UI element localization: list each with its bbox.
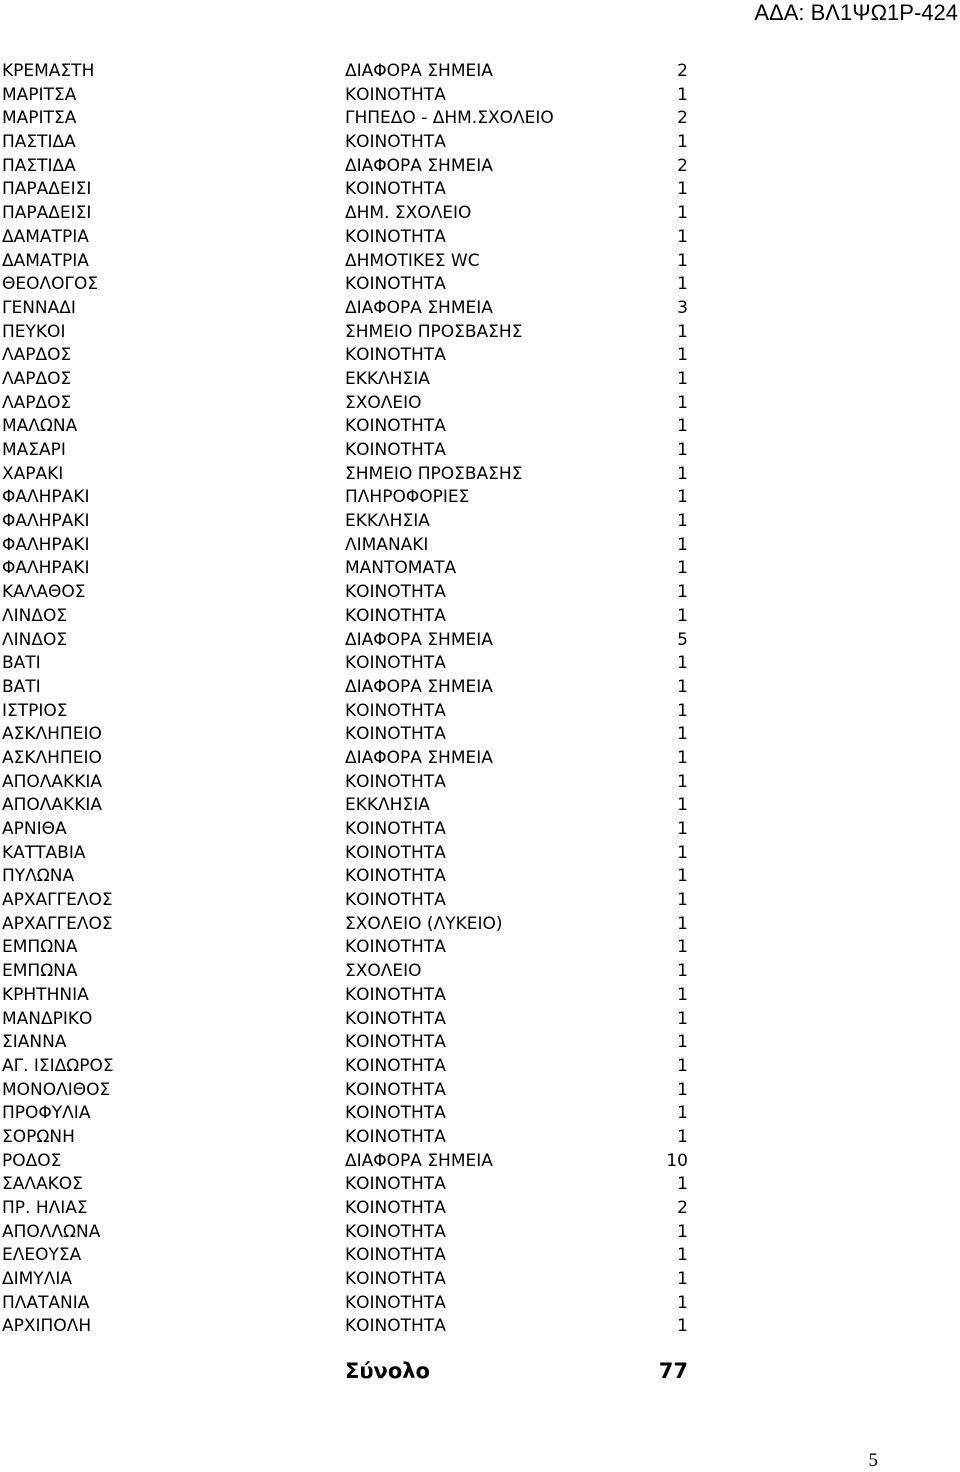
table-row [0,723,700,747]
count-cell: 1 [677,1079,688,1100]
table-row [0,321,700,345]
table-row [0,1031,700,1055]
location-cell: ΠΑΣΤΙΔΑ [2,155,76,176]
table-row [0,368,700,392]
table-row [0,984,700,1008]
location-cell: ΧΑΡΑΚΙ [2,463,64,484]
count-cell: 2 [677,1198,688,1218]
location-cell: ΜΑΝΔΡΙΚΟ [2,1008,93,1029]
location-cell: ΑΡΧΙΠΟΛΗ [2,1316,92,1337]
location-cell: ΔΑΜΑΤΡΙΑ [2,250,89,271]
table-row [0,842,700,866]
table-row [0,439,700,463]
table-row [0,936,700,960]
count-cell: 1 [677,84,688,105]
place-cell: ΚΟΙΝΟΤΗΤΑ [345,890,446,911]
count-cell: 1 [677,866,688,887]
table-row [0,605,700,629]
place-cell: ΚΟΙΝΟΤΗΤΑ [345,345,446,366]
table-row [0,557,700,581]
count-cell: 1 [677,1126,688,1147]
count-cell: 3 [677,297,688,318]
location-cell: ΠΑΡΑΔΕΙΣΙ [2,179,92,200]
location-cell: ΙΣΤΡΙΟΣ [2,700,68,721]
location-cell: ΕΛΕΟΥΣΑ [2,1245,82,1266]
location-cell: ΣΙΑΝΝΑ [2,1032,67,1053]
table-row [0,747,700,771]
place-cell: ΚΟΙΝΟΤΗΤΑ [345,984,446,1005]
count-cell: 2 [677,155,688,176]
place-cell: ΛΙΜΑΝΑΚΙ [345,534,429,555]
location-cell: ΑΓ. ΙΣΙΔΩΡΟΣ [2,1055,114,1076]
place-cell: ΚΟΙΝΟΤΗΤΑ [345,1126,446,1147]
place-cell: ΚΟΙΝΟΤΗΤΑ [345,605,446,626]
table-row [0,226,700,250]
location-cell: ΚΑΤΤΑΒΙΑ [2,842,86,863]
count-cell: 2 [677,61,688,81]
place-cell: ΚΟΙΝΟΤΗΤΑ [345,1079,446,1100]
table-row [0,486,700,510]
count-cell: 1 [677,558,688,579]
count-cell: 1 [677,487,688,508]
place-cell: ΚΟΙΝΟΤΗΤΑ [345,440,446,460]
location-cell: ΦΑΛΗΡΑΚΙ [2,487,90,508]
place-cell: ΚΟΙΝΟΤΗΤΑ [345,1198,446,1218]
table-row [0,1150,700,1174]
location-cell: ΛΙΝΔΟΣ [2,605,68,626]
location-cell: ΚΡΗΤΗΝΙΑ [2,984,89,1005]
table-row [0,1055,700,1079]
place-cell: ΓΗΠΕΔΟ - ΔΗΜ.ΣΧΟΛΕΙΟ [345,108,554,129]
location-cell: ΑΡΧΑΓΓΕΛΟΣ [2,890,113,911]
location-cell: ΚΑΛΑΘΟΣ [2,582,86,603]
count-cell: 1 [677,1103,688,1124]
place-cell: ΣΧΟΛΕΙΟ (ΛΥΚΕΙΟ) [345,913,503,934]
place-cell: ΚΟΙΝΟΤΗΤΑ [345,582,446,603]
location-cell: ΘΕΟΛΟΓΟΣ [2,274,99,295]
location-cell: ΦΑΛΗΡΑΚΙ [2,558,90,579]
table-row [0,771,700,795]
count-cell: 1 [677,179,688,200]
count-cell: 1 [677,582,688,603]
place-cell: ΚΟΙΝΟΤΗΤΑ [345,416,446,437]
table-row [0,1102,700,1126]
table-row [0,60,700,84]
location-cell: ΠΡΟΦΥΛΙΑ [2,1103,91,1124]
count-cell: 1 [677,724,688,745]
count-cell: 1 [677,771,688,792]
location-cell: ΛΑΡΔΟΣ [2,368,72,389]
table-row [0,534,700,558]
location-cell: ΒΑΤΙ [2,653,41,674]
count-cell: 1 [677,321,688,342]
location-cell: ΓΕΝΝΑΔΙ [2,297,76,318]
document-code: ΑΔΑ: ΒΛ1ΨΩ1Ρ-424 [754,0,958,25]
location-cell: ΜΑΛΩΝΑ [2,416,78,437]
place-cell: ΚΟΙΝΟΤΗΤΑ [345,1008,446,1029]
table-row [0,392,700,416]
location-cell: ΑΣΚΛΗΠΕΙΟ [2,747,102,768]
table-row [0,652,700,676]
location-cell: ΔΙΜΥΛΙΑ [2,1269,72,1290]
location-cell: ΠΥΛΩΝΑ [2,866,75,887]
location-cell: ΠΡ. ΗΛΙΑΣ [2,1198,88,1218]
place-cell: ΔΙΑΦΟΡΑ ΣΗΜΕΙΑ [345,1150,493,1171]
table-row [0,960,700,984]
count-cell: 1 [677,463,688,484]
place-cell: ΚΟΙΝΟΤΗΤΑ [345,653,446,674]
place-cell: ΚΟΙΝΟΤΗΤΑ [345,700,446,721]
place-cell: ΚΟΙΝΟΤΗΤΑ [345,1292,446,1313]
place-cell: ΔΙΑΦΟΡΑ ΣΗΜΕΙΑ [345,676,493,697]
table-row [0,107,700,131]
page-number: 5 [868,1450,878,1471]
location-cell: ΚΡΕΜΑΣΤΗ [2,61,95,81]
table-row [0,250,700,274]
location-cell: ΑΠΟΛΑΚΚΙΑ [2,771,102,792]
place-cell: ΣΧΟΛΕΙΟ [345,392,422,413]
location-cell: ΑΠΟΛΛΩΝΑ [2,1221,101,1242]
count-cell: 1 [677,416,688,437]
location-cell: ΡΟΔΟΣ [2,1150,62,1171]
count-cell: 1 [677,1055,688,1076]
table-row [0,1008,700,1032]
table-row [0,1126,700,1150]
table-row [0,1292,700,1316]
count-cell: 1 [677,440,688,460]
place-cell: ΚΟΙΝΟΤΗΤΑ [345,724,446,745]
table-row [0,1079,700,1103]
place-cell: ΚΟΙΝΟΤΗΤΑ [345,226,446,247]
place-cell: ΚΟΙΝΟΤΗΤΑ [345,1316,446,1337]
count-cell: 1 [677,819,688,839]
place-cell: ΚΟΙΝΟΤΗΤΑ [345,1245,446,1266]
table-row [0,794,700,818]
table-row [0,1268,700,1292]
table-row [0,1197,700,1221]
table-row [0,676,700,700]
location-cell: ΠΑΡΑΔΕΙΣΙ [2,203,92,224]
count-cell: 1 [677,511,688,532]
table-row [0,297,700,321]
count-cell: 1 [677,1245,688,1266]
location-cell: ΜΟΝΟΛΙΘΟΣ [2,1079,111,1100]
table-row [0,581,700,605]
count-cell: 1 [677,226,688,247]
place-cell: ΣΗΜΕΙΟ ΠΡΟΣΒΑΣΗΣ [345,321,523,342]
place-cell: ΚΟΙΝΟΤΗΤΑ [345,274,446,295]
count-cell: 1 [677,961,688,982]
place-cell: ΚΟΙΝΟΤΗΤΑ [345,866,446,887]
locations-table [0,60,700,1339]
count-cell: 1 [677,700,688,721]
count-cell: 1 [677,1221,688,1242]
table-row [0,1315,700,1339]
place-cell: ΔΙΑΦΟΡΑ ΣΗΜΕΙΑ [345,297,493,318]
count-cell: 1 [677,937,688,958]
total-label: Σύνολο [345,1359,430,1383]
location-cell: ΛΑΡΔΟΣ [2,345,72,366]
count-cell: 1 [677,1292,688,1313]
place-cell: ΕΚΚΛΗΣΙΑ [345,368,430,389]
location-cell: ΜΑΡΙΤΣΑ [2,108,77,129]
location-cell: ΣΟΡΩΝΗ [2,1126,75,1147]
table-row [0,178,700,202]
place-cell: ΣΧΟΛΕΙΟ [345,961,422,982]
place-cell: ΚΟΙΝΟΤΗΤΑ [345,937,446,958]
place-cell: ΔΙΑΦΟΡΑ ΣΗΜΕΙΑ [345,629,493,650]
table-row [0,629,700,653]
table-row [0,202,700,226]
table-row [0,155,700,179]
total-value: 77 [658,1359,688,1383]
location-cell: ΜΑΣΑΡΙ [2,440,66,460]
location-cell: ΒΑΤΙ [2,676,41,697]
count-cell: 1 [677,250,688,271]
place-cell: ΣΗΜΕΙΟ ΠΡΟΣΒΑΣΗΣ [345,463,523,484]
table-row [0,889,700,913]
table-row [0,1244,700,1268]
count-cell: 1 [677,842,688,863]
table-row [0,700,700,724]
location-cell: ΣΑΛΑΚΟΣ [2,1174,83,1195]
place-cell: ΚΟΙΝΟΤΗΤΑ [345,1221,446,1242]
table-row [0,1221,700,1245]
count-cell: 1 [677,368,688,389]
count-cell: 1 [677,913,688,934]
place-cell: ΚΟΙΝΟΤΗΤΑ [345,179,446,200]
place-cell: ΕΚΚΛΗΣΙΑ [345,795,430,816]
count-cell: 1 [677,1008,688,1029]
place-cell: ΔΙΑΦΟΡΑ ΣΗΜΕΙΑ [345,61,493,81]
count-cell: 1 [677,676,688,697]
count-cell: 1 [677,605,688,626]
count-cell: 1 [677,653,688,674]
location-cell: ΠΑΣΤΙΔΑ [2,132,76,153]
place-cell: ΚΟΙΝΟΤΗΤΑ [345,1055,446,1076]
place-cell: ΔΙΑΦΟΡΑ ΣΗΜΕΙΑ [345,155,493,176]
count-cell: 1 [677,345,688,366]
count-cell: 1 [677,795,688,816]
table-row [0,510,700,534]
location-cell: ΑΡΧΑΓΓΕΛΟΣ [2,913,113,934]
table-row [0,818,700,842]
location-cell: ΑΡΝΙΘΑ [2,819,67,839]
place-cell: ΠΛΗΡΟΦΟΡΙΕΣ [345,487,470,508]
table-row [0,84,700,108]
location-cell: ΕΜΠΩΝΑ [2,937,78,958]
place-cell: ΚΟΙΝΟΤΗΤΑ [345,1103,446,1124]
location-cell: ΠΛΑΤΑΝΙΑ [2,1292,90,1313]
table-row [0,415,700,439]
table-row [0,273,700,297]
count-cell: 2 [677,108,688,129]
place-cell: ΔΗΜ. ΣΧΟΛΕΙΟ [345,203,472,224]
location-cell: ΜΑΡΙΤΣΑ [2,84,77,105]
count-cell: 1 [677,1174,688,1195]
place-cell: ΚΟΙΝΟΤΗΤΑ [345,1174,446,1195]
count-cell: 1 [677,984,688,1005]
place-cell: ΚΟΙΝΟΤΗΤΑ [345,1032,446,1053]
count-cell: 1 [677,132,688,153]
count-cell: 1 [677,890,688,911]
table-row [0,1173,700,1197]
location-cell: ΦΑΛΗΡΑΚΙ [2,511,90,532]
count-cell: 1 [677,1316,688,1337]
place-cell: ΚΟΙΝΟΤΗΤΑ [345,842,446,863]
place-cell: ΕΚΚΛΗΣΙΑ [345,511,430,532]
location-cell: ΛΙΝΔΟΣ [2,629,68,650]
count-cell: 1 [677,203,688,224]
count-cell: 1 [677,1269,688,1290]
count-cell: 5 [677,629,688,650]
place-cell: ΚΟΙΝΟΤΗΤΑ [345,1269,446,1290]
place-cell: ΔΗΜΟΤΙΚΕΣ WC [345,250,480,271]
table-row [0,131,700,155]
table-row [0,463,700,487]
location-cell: ΠΕΥΚΟΙ [2,321,66,342]
place-cell: ΔΙΑΦΟΡΑ ΣΗΜΕΙΑ [345,747,493,768]
count-cell: 10 [666,1150,688,1171]
location-cell: ΕΜΠΩΝΑ [2,961,78,982]
place-cell: ΚΟΙΝΟΤΗΤΑ [345,132,446,153]
count-cell: 1 [677,747,688,768]
location-cell: ΛΑΡΔΟΣ [2,392,72,413]
location-cell: ΑΣΚΛΗΠΕΙΟ [2,724,102,745]
location-cell: ΦΑΛΗΡΑΚΙ [2,534,90,555]
count-cell: 1 [677,534,688,555]
count-cell: 1 [677,274,688,295]
location-cell: ΑΠΟΛΑΚΚΙΑ [2,795,102,816]
place-cell: ΜΑΝΤΟΜΑΤΑ [345,558,457,579]
place-cell: ΚΟΙΝΟΤΗΤΑ [345,771,446,792]
total-row [0,1356,700,1386]
count-cell: 1 [677,392,688,413]
table-row [0,865,700,889]
table-row [0,913,700,937]
place-cell: ΚΟΙΝΟΤΗΤΑ [345,84,446,105]
place-cell: ΚΟΙΝΟΤΗΤΑ [345,819,446,839]
location-cell: ΔΑΜΑΤΡΙΑ [2,226,89,247]
count-cell: 1 [677,1032,688,1053]
table-row [0,344,700,368]
